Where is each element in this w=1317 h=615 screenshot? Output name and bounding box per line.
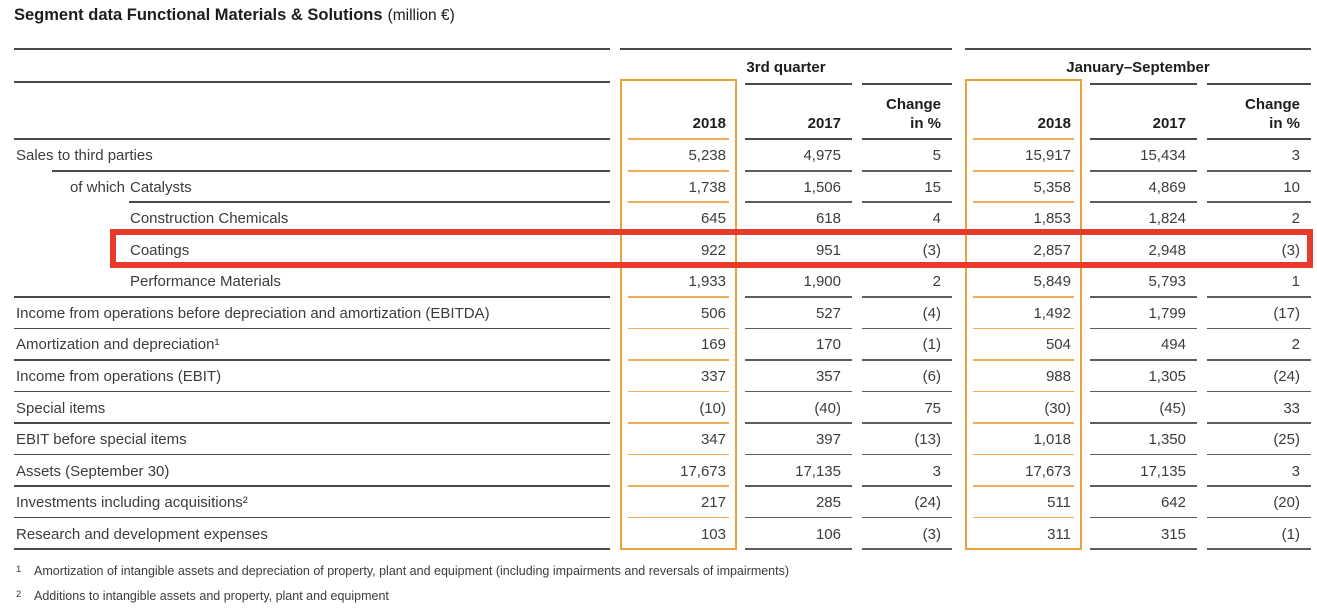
cell-q3-2018: 169 bbox=[620, 329, 737, 361]
cell-js-2017: 5,793 bbox=[1090, 266, 1197, 298]
cell-q3-change: (1) bbox=[862, 329, 952, 361]
cell-js-change: (20) bbox=[1207, 487, 1311, 519]
cell-q3-change: (13) bbox=[862, 424, 952, 456]
footnote-2-text: Additions to intangible assets and property, plant and equipment bbox=[34, 588, 389, 603]
cell-js-2018: 988 bbox=[965, 361, 1082, 393]
cell-js-change: 2 bbox=[1207, 329, 1311, 361]
cell-q3-2018: 337 bbox=[620, 361, 737, 393]
footnote-2 bbox=[16, 588, 789, 605]
cell-q3-change: 2 bbox=[862, 266, 952, 298]
title-main: Segment data Functional Materials & Solutions bbox=[14, 6, 383, 24]
row-label: Income from operations before depreciation and amortization (EBITDA) bbox=[16, 304, 490, 322]
column-header-js-2017: 2017 bbox=[1090, 83, 1197, 140]
row-label: Sales to third parties bbox=[16, 147, 153, 165]
cell-q3-2018: 5,238 bbox=[620, 140, 737, 172]
cell-q3-change: (3) bbox=[862, 518, 952, 550]
footnotes bbox=[16, 563, 789, 612]
row-label: Construction Chemicals bbox=[130, 210, 289, 228]
row-prefix: of which bbox=[69, 178, 125, 196]
cell-js-change: (25) bbox=[1207, 424, 1311, 456]
row-label-cell bbox=[14, 298, 610, 330]
cell-q3-2018: 922 bbox=[620, 235, 737, 267]
column-header-q3-change bbox=[862, 83, 952, 140]
group-header-row bbox=[14, 48, 1311, 83]
cell-js-2018: 504 bbox=[965, 329, 1082, 361]
cell-q3-2018: 1,933 bbox=[620, 266, 737, 298]
cell-q3-2017: 527 bbox=[745, 298, 852, 330]
cell-js-2018: 5,358 bbox=[965, 172, 1082, 204]
row-label-cell bbox=[14, 455, 610, 487]
cell-q3-2017: 357 bbox=[745, 361, 852, 393]
cell-q3-2017: 4,975 bbox=[745, 140, 852, 172]
footnote-1 bbox=[16, 563, 789, 580]
cell-js-change: 3 bbox=[1207, 455, 1311, 487]
cell-js-2018: 5,849 bbox=[965, 266, 1082, 298]
cell-js-2018: (30) bbox=[965, 392, 1082, 424]
cell-q3-change: 5 bbox=[862, 140, 952, 172]
cell-js-change: 3 bbox=[1207, 140, 1311, 172]
row-label: Special items bbox=[16, 399, 106, 417]
cell-q3-2017: 1,900 bbox=[745, 266, 852, 298]
row-label: Coatings bbox=[130, 241, 190, 259]
cell-js-2017: 315 bbox=[1090, 518, 1197, 550]
cell-js-change: 33 bbox=[1207, 392, 1311, 424]
change-label-line1: Change bbox=[885, 96, 941, 113]
cell-js-change: (3) bbox=[1207, 235, 1311, 267]
cell-q3-2018: 1,738 bbox=[620, 172, 737, 204]
change-label-line2: in % bbox=[1269, 115, 1300, 132]
cell-js-2017: 1,799 bbox=[1090, 298, 1197, 330]
cell-q3-2018: 506 bbox=[620, 298, 737, 330]
cell-q3-2017: 170 bbox=[745, 329, 852, 361]
cell-js-2017: 4,869 bbox=[1090, 172, 1197, 204]
cell-q3-2017: (40) bbox=[745, 392, 852, 424]
cell-js-change: (24) bbox=[1207, 361, 1311, 393]
change-label-line1: Change bbox=[1244, 96, 1300, 113]
row-label: EBIT before special items bbox=[16, 431, 187, 449]
cell-js-2017: 15,434 bbox=[1090, 140, 1197, 172]
footnote-1-marker: 1 bbox=[16, 564, 22, 575]
cell-js-2017: 494 bbox=[1090, 329, 1197, 361]
column-header-js-2018: 2018 bbox=[965, 83, 1082, 140]
row-label: Investments including acquisitions² bbox=[16, 494, 248, 512]
cell-js-2017: 1,824 bbox=[1090, 203, 1197, 235]
cell-q3-2017: 285 bbox=[745, 487, 852, 519]
cell-js-change: 1 bbox=[1207, 266, 1311, 298]
cell-q3-change: 4 bbox=[862, 203, 952, 235]
cell-js-2017: 17,135 bbox=[1090, 455, 1197, 487]
coatings-row-highlight-box bbox=[110, 229, 1313, 268]
row-label-cell bbox=[14, 518, 610, 550]
group-header-january-september: January–September bbox=[965, 48, 1311, 83]
cell-q3-2018: (10) bbox=[620, 392, 737, 424]
row-label-cell bbox=[14, 172, 610, 204]
cell-q3-2018: 103 bbox=[700, 525, 726, 543]
cell-q3-2017: 397 bbox=[745, 424, 852, 456]
cell-q3-2017: 1,506 bbox=[745, 172, 852, 204]
row-label: Performance Materials bbox=[130, 273, 281, 291]
change-label-line2: in % bbox=[910, 115, 941, 132]
column-header-q3-2018: 2018 bbox=[620, 83, 737, 140]
cell-q3-2018: 645 bbox=[620, 203, 737, 235]
column-highlight-box-js-2018 bbox=[965, 79, 1082, 550]
cell-q3-2018: 217 bbox=[620, 487, 737, 519]
cell-q3-change: (4) bbox=[862, 298, 952, 330]
cell-js-2017: 2,948 bbox=[1090, 235, 1197, 267]
column-header-js-change bbox=[1207, 83, 1311, 140]
row-label-cell bbox=[14, 424, 610, 456]
cell-q3-change: (3) bbox=[862, 235, 952, 267]
row-label: Research and development expenses bbox=[16, 525, 268, 543]
cell-q3-2018: 347 bbox=[620, 424, 737, 456]
row-label: Amortization and depreciation¹ bbox=[16, 336, 220, 354]
cell-q3-2018: 17,673 bbox=[620, 455, 737, 487]
group-header-3rd-quarter: 3rd quarter bbox=[620, 48, 952, 83]
row-label-cell bbox=[14, 266, 610, 298]
row-label-cell bbox=[14, 392, 610, 424]
cell-q3-2017: 17,135 bbox=[745, 455, 852, 487]
cell-q3-2017: 618 bbox=[745, 203, 852, 235]
cell-js-2017: 1,305 bbox=[1090, 361, 1197, 393]
cell-js-2018: 1,853 bbox=[965, 203, 1082, 235]
header-corner bbox=[14, 48, 610, 83]
cell-js-change: (1) bbox=[1207, 518, 1311, 550]
cell-q3-change: (24) bbox=[862, 487, 952, 519]
cell-js-2018: 15,917 bbox=[965, 140, 1082, 172]
cell-q3-2017: 951 bbox=[745, 235, 852, 267]
cell-js-change: 10 bbox=[1207, 172, 1311, 204]
cell-js-2018: 511 bbox=[965, 487, 1082, 519]
row-label-cell bbox=[14, 140, 610, 172]
cell-q3-change: 15 bbox=[862, 172, 952, 204]
cell-q3-2017: 106 bbox=[745, 518, 852, 550]
cell-js-2017: (45) bbox=[1090, 392, 1197, 424]
cell-js-change: (17) bbox=[1207, 298, 1311, 330]
cell-js-2017: 642 bbox=[1090, 487, 1197, 519]
cell-js-2018: 311 bbox=[1047, 525, 1071, 543]
cell-js-change: 2 bbox=[1207, 203, 1311, 235]
cell-js-2018: 1,492 bbox=[965, 298, 1082, 330]
row-label-cell bbox=[14, 361, 610, 393]
cell-q3-change: (6) bbox=[862, 361, 952, 393]
column-header-label-spacer bbox=[14, 83, 610, 140]
page-title bbox=[14, 6, 455, 25]
title-unit: (million €) bbox=[387, 7, 455, 24]
cell-js-2018: 2,857 bbox=[965, 235, 1082, 267]
footnote-1-text: Amortization of intangible assets and depreciation of property, plant and equipment (including impairments and reversals of impairments) bbox=[34, 564, 790, 578]
column-highlight-box-q3-2018 bbox=[620, 79, 737, 550]
row-label: Catalysts bbox=[130, 178, 192, 196]
row-label: Assets (September 30) bbox=[16, 462, 170, 480]
column-header-q3-2017: 2017 bbox=[745, 83, 852, 140]
cell-js-2017: 1,350 bbox=[1090, 424, 1197, 456]
cell-js-2018: 17,673 bbox=[965, 455, 1082, 487]
cell-q3-change: 3 bbox=[862, 455, 952, 487]
cell-js-2018: 1,018 bbox=[965, 424, 1082, 456]
cell-q3-change: 75 bbox=[862, 392, 952, 424]
footnote-2-marker: 2 bbox=[16, 588, 22, 600]
row-label-cell bbox=[14, 329, 610, 361]
row-label: Income from operations (EBIT) bbox=[16, 367, 222, 385]
row-label-cell bbox=[14, 487, 610, 519]
